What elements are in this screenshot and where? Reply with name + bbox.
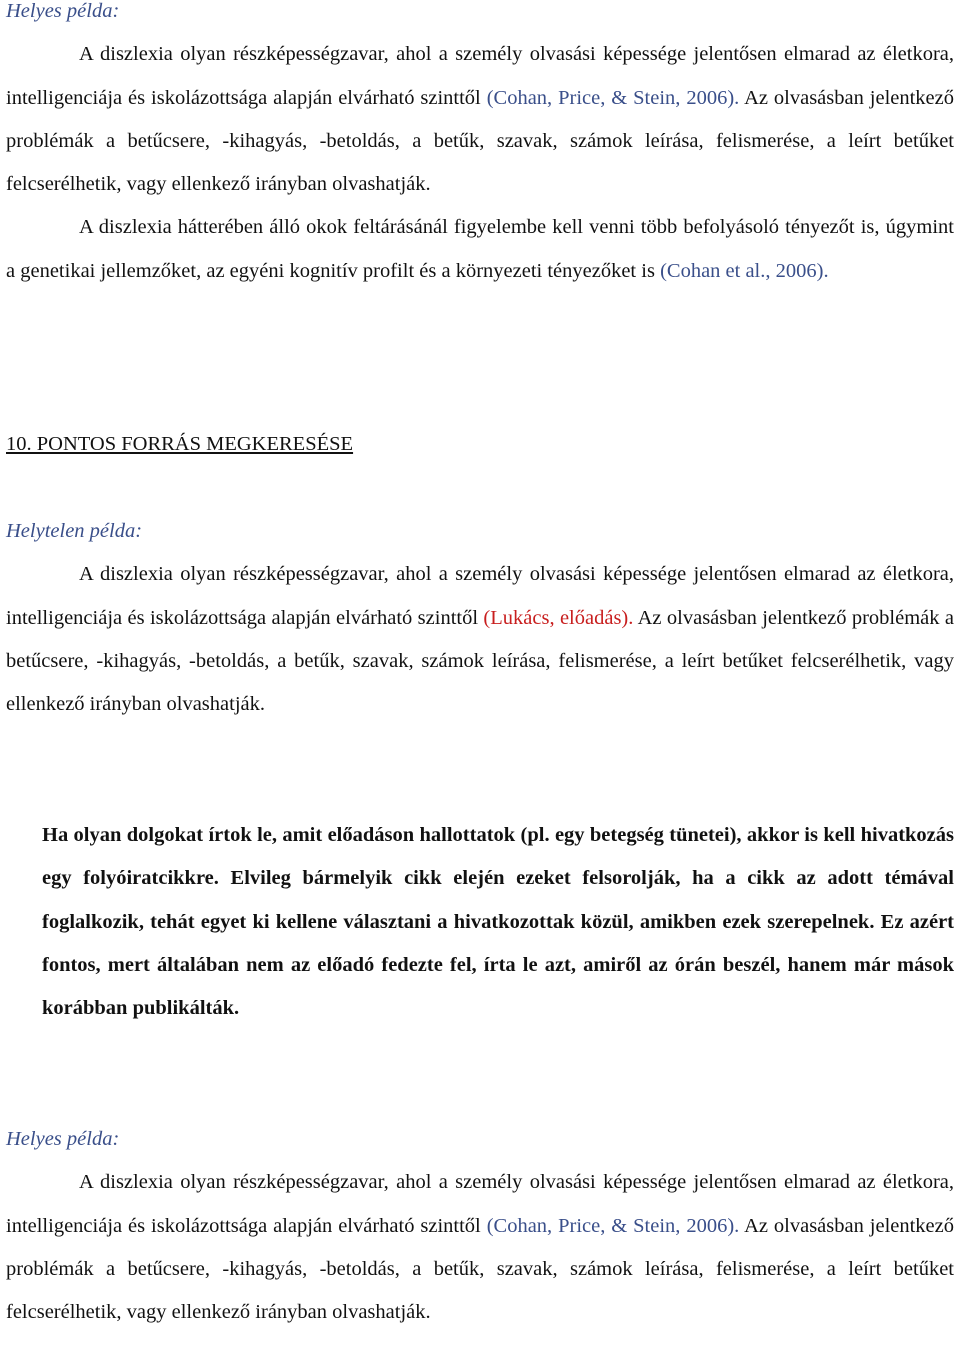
example-paragraph — [6, 553, 954, 726]
label-text: Helyes példa: — [6, 0, 120, 22]
paragraph-text: A diszlexia hátterében álló okok feltárásánál figyelembe kell venni több befolyásoló tényezőt is, úgymint a genetikai jellemzőket, az egyéni kognitív profilt és a környezeti tényezőket is — [6, 216, 954, 282]
paragraph-text: A diszlexia olyan részképességzavar, ahol a személy olvasási képessége jelentősen elmarad az életkora, intelligenciája és iskolázottsága alapján elvárható szinttől — [6, 563, 954, 629]
paragraph-text-rest: Az olvasásban jelentkező problémák a betűcsere, -kihagyás, -betoldás, a betűk, szavak, számok leírása, felismerése, a leírt betűket felcserélhetik, vagy ellenkező irányban olvashatják. — [6, 1214, 955, 1324]
example-paragraph — [6, 33, 954, 206]
section-heading-block — [6, 423, 954, 466]
incorrect-example-block — [6, 510, 954, 726]
paragraph-text: A diszlexia olyan részképességzavar, ahol a személy olvasási képessége jelentősen elmarad az életkora, intelligenciája és iskolázottsága alapján elvárható szinttől — [6, 43, 954, 109]
label-text: Helyes példa: — [6, 1128, 120, 1150]
correct-citation: (Cohan, Price, & Stein, 2006). — [486, 1214, 740, 1237]
example-label — [6, 510, 954, 553]
section-heading: 10. PONTOS FORRÁS MEGKERESÉSE — [6, 433, 354, 455]
example-paragraph — [6, 1161, 954, 1334]
paragraph-text-rest: Az olvasásban jelentkező problémák a betűcsere, -kihagyás, -betoldás, a betűk, szavak, számok leírása, felismerése, a leírt betűket felcserélhetik, vagy ellenkező irányban olvashatják. — [6, 606, 954, 716]
guidance-note — [42, 814, 954, 1030]
example-label — [6, 0, 954, 33]
paragraph-text-rest: Az olvasásban jelentkező problémák a betűcsere, -kihagyás, -betoldás, a betűk, szavak, számok leírása, felismerése, a leírt betűket felcserélhetik, vagy ellenkező irányban olvashatják. — [6, 86, 955, 196]
correct-example-block-2 — [6, 1118, 954, 1334]
correct-citation: (Cohan et al., 2006). — [660, 259, 829, 282]
correct-example-block-1 — [6, 0, 954, 293]
example-label — [6, 1118, 954, 1161]
label-text: Helytelen példa: — [6, 520, 143, 542]
paragraph-text: A diszlexia olyan részképességzavar, ahol a személy olvasási képessége jelentősen elmarad az életkora, intelligenciája és iskolázottsága alapján elvárható szinttől — [6, 1171, 954, 1237]
incorrect-citation: (Lukács, előadás). — [483, 606, 634, 629]
correct-citation: (Cohan, Price, & Stein, 2006). — [486, 86, 740, 109]
note-text: Ha olyan dolgokat írtok le, amit előadáson hallottatok (pl. egy betegség tünetei), akkor is kell hivatkozás egy folyóiratcikkre. Elvileg bármelyik cikk elején ezeket felsorolják, ha a cikk az adott témával foglalkozik, tehát egyet ki kellene választani a hivatkozottak közül, amikben ezek szerepelnek. Ez azért fontos, mert általában nem az előadó fedezte fel, írta le azt, amiről az órán beszél, hanem már mások korábban publikálták. — [42, 824, 954, 1020]
example-paragraph-2 — [6, 206, 954, 293]
